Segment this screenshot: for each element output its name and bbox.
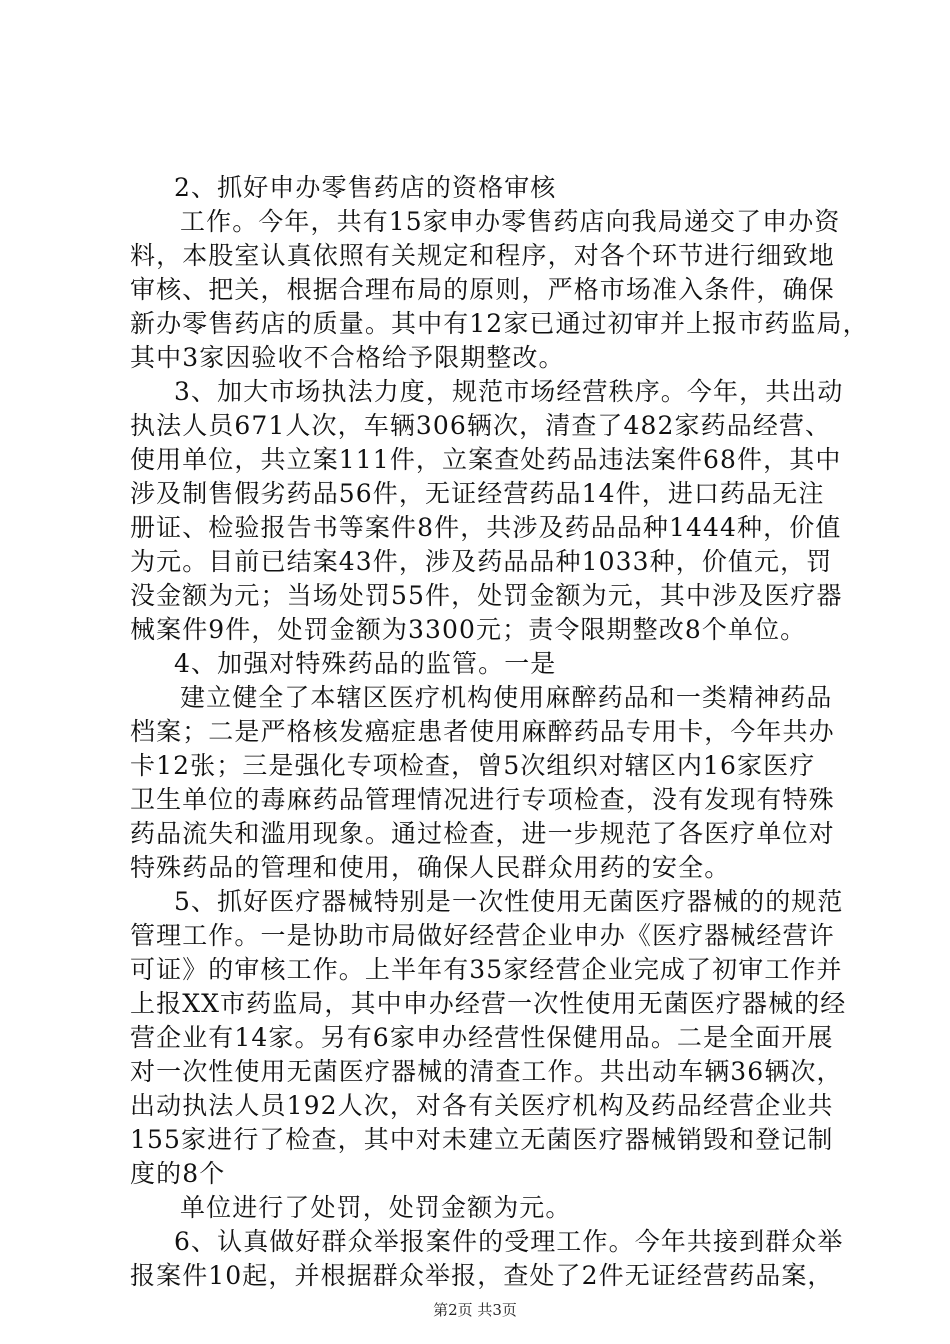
page-number-footer: 第2页 共3页	[433, 1301, 517, 1319]
text-line: 卫生单位的毒麻药品管理情况进行专项检查，没有发现有特殊	[130, 785, 835, 814]
text-line: 新办零售药店的质量。其中有12家已通过初审并上报市药监局，	[130, 309, 869, 338]
text-line: 上报XX市药监局，其中申办经营一次性使用无菌医疗器械的经	[130, 989, 847, 1018]
text-line: 单位进行了处罚，处罚金额为元。	[180, 1193, 572, 1222]
text-line: 涉及制售假劣药品56件，无证经营药品14件，进口药品无注	[130, 479, 825, 508]
text-line: 营企业有14家。另有6家申办经营性保健用品。二是全面开展	[130, 1023, 834, 1052]
text-line: 6、认真做好群众举报案件的受理工作。今年共接到群众举	[174, 1227, 844, 1256]
text-line: 没金额为元；当场处罚55件，处罚金额为元，其中涉及医疗器	[130, 581, 843, 610]
text-line: 械案件9件，处罚金额为3300元；责令限期整改8个单位。	[130, 615, 807, 644]
text-line: 药品流失和滥用现象。通过检查，进一步规范了各医疗单位对	[130, 819, 835, 848]
text-line: 3、加大市场执法力度，规范市场经营秩序。今年，共出动	[174, 377, 844, 406]
text-line: 料，本股室认真依照有关规定和程序，对各个环节进行细致地	[130, 241, 835, 270]
text-line: 5、抓好医疗器械特别是一次性使用无菌医疗器械的的规范	[174, 887, 844, 916]
text-line: 出动执法人员192人次，对各有关医疗机构及药品经营企业共	[130, 1091, 834, 1120]
text-line: 度的8个	[130, 1159, 226, 1188]
text-line: 册证、检验报告书等案件8件，共涉及药品品种1444种，价值	[130, 513, 842, 542]
text-line: 管理工作。一是协助市局做好经营企业申办《医疗器械经营许	[130, 921, 835, 950]
text-line: 为元。目前已结案43件，涉及药品品种1033种，价值元，罚	[130, 547, 833, 576]
text-line: 4、加强对特殊药品的监管。一是	[174, 649, 557, 678]
text-line: 其中3家因验收不合格给予限期整改。	[130, 343, 565, 372]
text-line: 特殊药品的管理和使用，确保人民群众用药的安全。	[130, 853, 731, 882]
text-line: 卡12张；三是强化专项检查，曾5次组织对辖区内16家医疗	[130, 751, 816, 780]
text-line: 报案件10起，并根据群众举报，查处了2件无证经营药品案，	[130, 1261, 834, 1290]
text-line: 对一次性使用无菌医疗器械的清查工作。共出动车辆36辆次，	[130, 1057, 843, 1086]
text-line: 使用单位，共立案111件，立案查处药品违法案件68件，其中	[130, 445, 842, 474]
text-line: 建立健全了本辖区医疗机构使用麻醉药品和一类精神药品	[180, 683, 833, 712]
text-line: 档案；二是严格核发癌症患者使用麻醉药品专用卡，今年共办	[130, 717, 835, 746]
text-line: 执法人员671人次，车辆306辆次，清查了482家药品经营、	[130, 411, 832, 440]
text-line: 审核、把关，根据合理布局的原则，严格市场准入条件，确保	[130, 275, 835, 304]
text-line: 2、抓好申办零售药店的资格审核	[174, 173, 557, 202]
text-line: 工作。今年，共有15家申办零售药店向我局递交了申办资	[180, 207, 841, 236]
text-line: 155家进行了检查，其中对未建立无菌医疗器械销毁和登记制	[130, 1125, 834, 1154]
text-line: 可证》的审核工作。上半年有35家经营企业完成了初审工作并	[130, 955, 843, 984]
